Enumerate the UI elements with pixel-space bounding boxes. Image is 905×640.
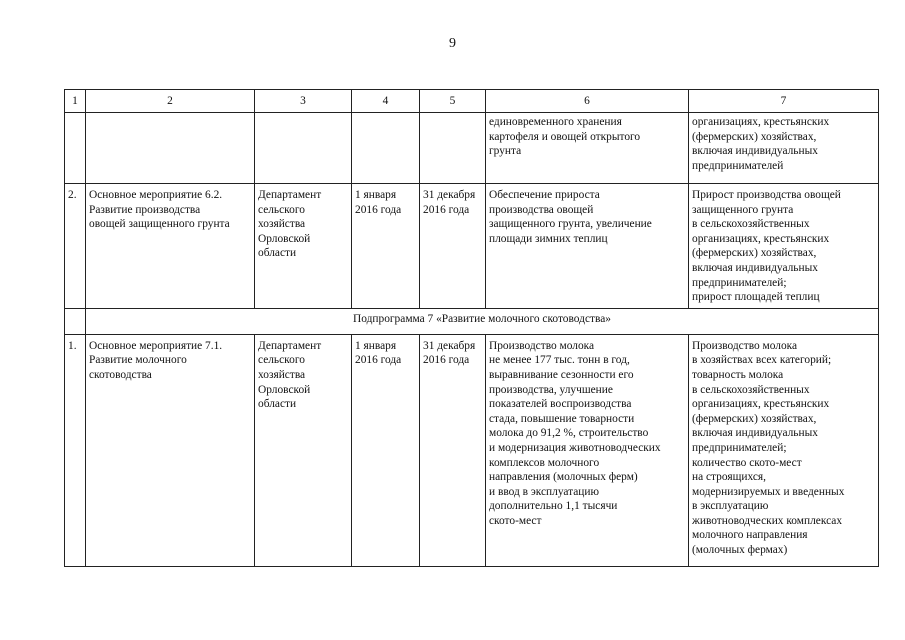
cell-text-line: Обеспечение прироста — [489, 189, 600, 201]
cell-text-line: ското-мест — [489, 514, 542, 527]
cell-text-line: в сельскохозяйственных — [692, 218, 810, 231]
cell-executor — [255, 334, 352, 566]
cell-start-date — [352, 184, 420, 309]
cell-text-line: модернизируемых и введенных — [692, 485, 845, 498]
cell-text-line: прирост площадей теплиц — [692, 291, 820, 304]
cell-text-line: области — [258, 247, 297, 260]
cell-text-line: молока до 91,2 %, строительство — [489, 427, 649, 440]
cell-text-line: картофеля и овощей открытого — [489, 130, 641, 143]
cell-text-line: предпринимателей — [692, 159, 784, 172]
cell-continuation-start — [352, 113, 420, 184]
cell-text-line: в эксплуатацию — [692, 500, 769, 513]
column-header-1: 1 — [65, 90, 86, 113]
cell-text-line: Развитие производства — [89, 203, 201, 216]
cell-text-line: в хозяйствах всех категорий; — [692, 354, 832, 367]
cell-text-line: Департамент — [258, 339, 322, 352]
cell-expected-result — [486, 184, 689, 309]
cell-text-line: 1 января — [355, 189, 397, 201]
cell-text-line: 2016 года — [423, 354, 470, 367]
cell-text-line: скотоводства — [89, 368, 152, 381]
cell-text-line: 2016 года — [355, 203, 402, 216]
cell-text-line: дополнительно 1,1 тысячи — [489, 500, 618, 513]
cell-text-line: (молочных фермах) — [692, 544, 788, 557]
cell-text-line: 31 декабря — [423, 189, 476, 201]
cell-event-name — [86, 334, 255, 566]
cell-subprogram-num — [65, 308, 86, 334]
cell-text-line: области — [258, 398, 297, 411]
cell-end-date — [420, 184, 486, 309]
cell-row-number: 2. — [65, 184, 86, 309]
cell-text-line: 2016 года — [355, 354, 402, 367]
column-header-3: 3 — [255, 90, 352, 113]
cell-text-line: товарность молока — [692, 368, 784, 381]
cell-text-line: выравнивание сезонности его — [489, 368, 634, 381]
cell-text-line: Орловской — [258, 232, 311, 245]
cell-text-line: производства овощей — [489, 203, 594, 216]
cell-text-line: направления (молочных ферм) — [489, 471, 638, 484]
cell-continuation-indicator — [689, 113, 879, 184]
cell-text-line: 1 января — [355, 339, 397, 352]
cell-text-line: на строящихся, — [692, 471, 766, 484]
cell-continuation-end — [420, 113, 486, 184]
cell-text-line: показателей воспроизводства — [489, 398, 632, 411]
cell-text-line: 2016 года — [423, 203, 470, 216]
cell-text-line: Основное мероприятие 6.2. — [89, 189, 223, 201]
cell-text-line: организациях, крестьянских — [692, 232, 830, 245]
cell-text-line: (фермерских) хозяйствах, — [692, 412, 817, 425]
cell-text-line: (фермерских) хозяйствах, — [692, 247, 817, 260]
page-number: 9 — [449, 36, 456, 51]
table-row-subprogram — [65, 308, 879, 334]
cell-text-line: Развитие молочного — [89, 354, 187, 367]
cell-text-line: количество ското-мест — [692, 456, 802, 469]
cell-text-line: Производство молока — [692, 339, 798, 352]
cell-event-name — [86, 184, 255, 309]
column-header-4: 4 — [352, 90, 420, 113]
subprogram-title: Подпрограмма 7 «Развитие молочного скотоводства» — [86, 308, 879, 334]
cell-text-line: сельского — [258, 354, 305, 367]
table-header-row — [65, 90, 879, 113]
cell-start-date — [352, 334, 420, 566]
cell-text-line: и ввод в эксплуатацию — [489, 485, 600, 498]
cell-text-line: 31 декабря — [423, 339, 476, 352]
cell-text-line: площади зимних теплиц — [489, 232, 608, 245]
cell-text-line: в сельскохозяйственных — [692, 383, 810, 396]
column-header-2: 2 — [86, 90, 255, 113]
cell-text-line: хозяйства — [258, 218, 306, 231]
cell-text-line: комплексов молочного — [489, 456, 600, 469]
cell-text-line: овощей защищенного грунта — [89, 218, 230, 231]
cell-text-line: производства, улучшение — [489, 383, 613, 396]
cell-text-line: включая индивидуальных — [692, 145, 818, 158]
table-row-continuation — [65, 113, 879, 184]
cell-text-line: включая индивидуальных — [692, 261, 818, 274]
cell-text-line: Прирост производства овощей — [692, 189, 841, 201]
cell-text-line: предпринимателей; — [692, 276, 787, 289]
cell-text-line: защищенного грунта, увеличение — [489, 218, 652, 231]
cell-text-line: грунта — [489, 145, 522, 158]
table-row-7-1 — [65, 334, 879, 566]
cell-continuation-result — [486, 113, 689, 184]
cell-indicator — [689, 334, 879, 566]
cell-text-line: защищенного грунта — [692, 203, 794, 216]
cell-text-line: и модернизация животноводческих — [489, 441, 661, 454]
cell-text-line: предпринимателей; — [692, 441, 787, 454]
cell-text-line: Производство молока — [489, 339, 595, 352]
column-header-7: 7 — [689, 90, 879, 113]
cell-text-line: включая индивидуальных — [692, 427, 818, 440]
column-header-5: 5 — [420, 90, 486, 113]
cell-text-line: сельского — [258, 203, 305, 216]
cell-text-line: (фермерских) хозяйствах, — [692, 130, 817, 143]
cell-text-line: животноводческих комплексах — [692, 514, 843, 527]
cell-row-number: 1. — [65, 334, 86, 566]
cell-continuation-event — [86, 113, 255, 184]
cell-text-line: Основное мероприятие 7.1. — [89, 339, 223, 352]
column-header-6: 6 — [486, 90, 689, 113]
cell-indicator — [689, 184, 879, 309]
cell-text-line: организациях, крестьянских — [692, 398, 830, 411]
cell-continuation-executor — [255, 113, 352, 184]
cell-executor — [255, 184, 352, 309]
cell-text-line: единовременного хранения — [489, 116, 622, 128]
cell-text-line: не менее 177 тыс. тонн в год, — [489, 354, 630, 367]
cell-text-line: хозяйства — [258, 368, 306, 381]
cell-text-line: молочного направления — [692, 529, 808, 542]
cell-continuation-num — [65, 113, 86, 184]
cell-expected-result — [486, 334, 689, 566]
program-table — [64, 89, 879, 567]
cell-end-date — [420, 334, 486, 566]
cell-text-line: Департамент — [258, 189, 322, 201]
table-row-6-2 — [65, 184, 879, 309]
cell-text-line: организациях, крестьянских — [692, 116, 830, 128]
cell-text-line: Орловской — [258, 383, 311, 396]
cell-text-line: стада, повышение товарности — [489, 412, 635, 425]
